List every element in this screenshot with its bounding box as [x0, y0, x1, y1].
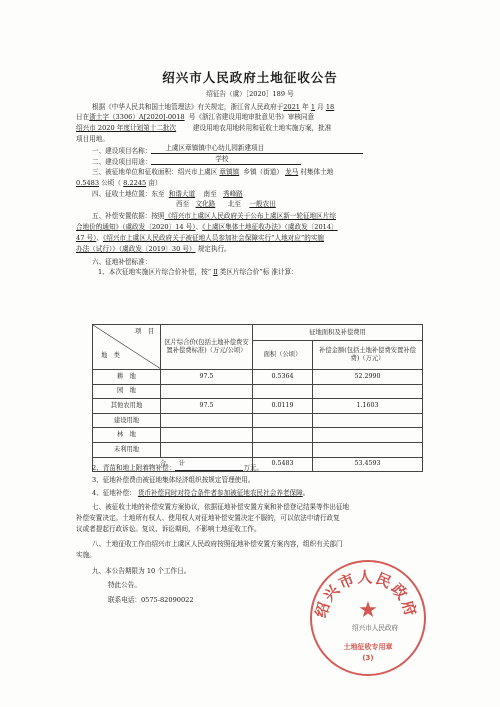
header-area-group: 征地面积及补偿费用: [253, 325, 423, 341]
land-area-line: 0.5483 公顷（ 8.2245 亩）: [76, 179, 162, 187]
zone-grade: Ⅱ: [213, 268, 218, 276]
table-row: 未利用地: [93, 442, 423, 457]
page-title: 绍兴市人民政府土地征收公告: [162, 70, 338, 85]
batch-name: 绍兴市 2020 年度计划第十二批次: [76, 124, 177, 132]
resettlement-line: 4、征地补偿： 货币补偿同时对符合条件者参加被征地农民社会养老保障。: [92, 489, 310, 497]
land-unit-line: 三、被征地单位和征收面积：绍兴市上虞区 章镇镇 乡镇（街道） 龙马 村集体土地: [92, 168, 334, 176]
table-row: 耕 地 97.5 0.5364 52.2990: [93, 370, 423, 385]
table-diagonal-header: 项 目 地 类: [93, 325, 161, 370]
contact-phone: 联系电话：0575-82090022: [108, 596, 194, 604]
document-number: 绍征告（虞）［2020］189 号: [206, 90, 294, 98]
section8-line-2: 实施。: [76, 551, 96, 559]
closing-phrase: 特此公告。: [108, 581, 141, 589]
west-boundary: 文化路: [195, 200, 216, 208]
area-mu: 8.2245: [123, 179, 147, 187]
south-boundary: 秀峰路: [222, 190, 243, 198]
compensation-grade-line: 1、本次征地实施区片综合价补偿，按“ Ⅱ 类区片综合价”标 准计算：: [98, 268, 298, 276]
section8-line-1: 八、土地征收工作由绍兴市上虞区人民政府按照征地补偿安置方案内容，组织有关部门: [92, 540, 343, 548]
seal-ring-text: 绍兴市人民政府: [311, 567, 420, 620]
approval-day: 18: [325, 103, 335, 111]
location-line-1: 四、征收土地位置：东至 和谐大道 南至 秀峰路: [92, 190, 243, 198]
project-name: 上虞区章镇镇中心幼儿园新建项目: [165, 144, 265, 152]
intro-line-2: 日在浙土字（3306）A[2020]-0018 号《浙江省建设用地审批意见书》审核同意: [76, 113, 315, 121]
official-seal: [310, 560, 426, 676]
seal-number: (3): [362, 654, 374, 662]
approval-document-no: 浙土字（3306）A[2020]-0018: [89, 113, 185, 121]
basis-line-1: 五、补偿安置依据：按照《绍兴市上虞区人民政府关于公布上虞区新一轮征地区片综: [92, 212, 336, 220]
project-name-line: 一、建设项目名称： 上虞区章镇镇中心幼儿园新建项目: [92, 146, 363, 156]
resettlement-method: 货币补偿同时对符合条件者参加被征地农民社会养老保障: [137, 489, 303, 497]
intro-line-4: 项目用地。: [76, 135, 109, 143]
section7-line-1: 七、被征收土地的补偿安置方案协议，依据征地补偿安置方案和补偿登记结果等作出征地: [92, 503, 350, 511]
table-row: 林 地: [93, 428, 423, 443]
north-boundary: 一般农田: [249, 200, 276, 208]
village-name: 龙马: [285, 168, 299, 176]
table-row: 园 地: [93, 384, 423, 399]
compensation-standard-heading: 六、征地补偿标准：: [92, 258, 152, 266]
basis-line-4: 办法（试行）》（虞政发〔2019〕30 号） 规定执行。: [76, 245, 231, 253]
seal-star-icon: ★: [358, 598, 378, 623]
header-amount: 补偿金额(包括土地补偿费安置补偿费)（万元）: [313, 341, 423, 370]
fee-management-line: 3、征地补偿费由被征地集体经济组织按规定管理使用。: [92, 476, 255, 484]
approval-year: 2021: [283, 103, 300, 111]
signature-organization: 绍兴市人民政府: [352, 624, 399, 632]
table-row: 建设用地: [93, 413, 423, 428]
notice-period-line: 九、本公告期限为 10 个工作日。: [92, 567, 191, 575]
east-boundary: 和谐大道: [168, 190, 196, 198]
compensation-table: [92, 324, 423, 472]
header-zone-price: 区片综合价(包括土地补偿费安置补偿费标准)（万元/公顷）: [161, 325, 253, 370]
project-use-line: 二、建设项目用途： 学校: [92, 157, 301, 167]
area-hectares: 0.5483: [76, 179, 100, 187]
table-row: 其他农用地 97.5 0.0119 1.1603: [93, 399, 423, 414]
intro-line-1: 根据《中华人民共和国土地管理法》有关规定，浙江省人民政府于2021 年 1 月 18: [92, 103, 335, 111]
basis-line-3: 47 号）、《绍兴市上虞区人民政府关于被征地人员参加社会保障实行“人地对应”的实施: [76, 234, 325, 242]
approval-month: 1: [310, 103, 316, 111]
intro-line-3: 绍兴市 2020 年度计划第十二批次 建设用地农用地转用和征收土地实施方案，批准: [76, 124, 332, 132]
crop-compensation-line: 2、青苗和地上附着物补偿： 万元。: [92, 464, 264, 472]
project-use: 学校: [215, 155, 229, 163]
section7-line-2: 补偿安置决定。土地所有权人、使用权人对征地补偿安置决定不服的，可以依法申请行政复: [76, 514, 340, 522]
location-line-2: 西至 文化路 北至 一般农田: [176, 200, 276, 208]
town-name: 章镇镇: [219, 168, 240, 176]
seal-bottom-text: 土地征收专用章: [343, 643, 393, 651]
section7-line-3: 议或者提起行政诉讼。复议、诉讼期间，不影响土地征收工作。: [76, 525, 261, 533]
basis-line-2: 合地价的通知》（虞政发〔2020〕14 号）、《上虞区集体土地征收办法》（虞政发〔2014〕: [76, 223, 338, 231]
header-area: 面积（公顷）: [253, 341, 313, 370]
table-total-row: 合 计 0.5483 53.4593: [93, 457, 423, 472]
